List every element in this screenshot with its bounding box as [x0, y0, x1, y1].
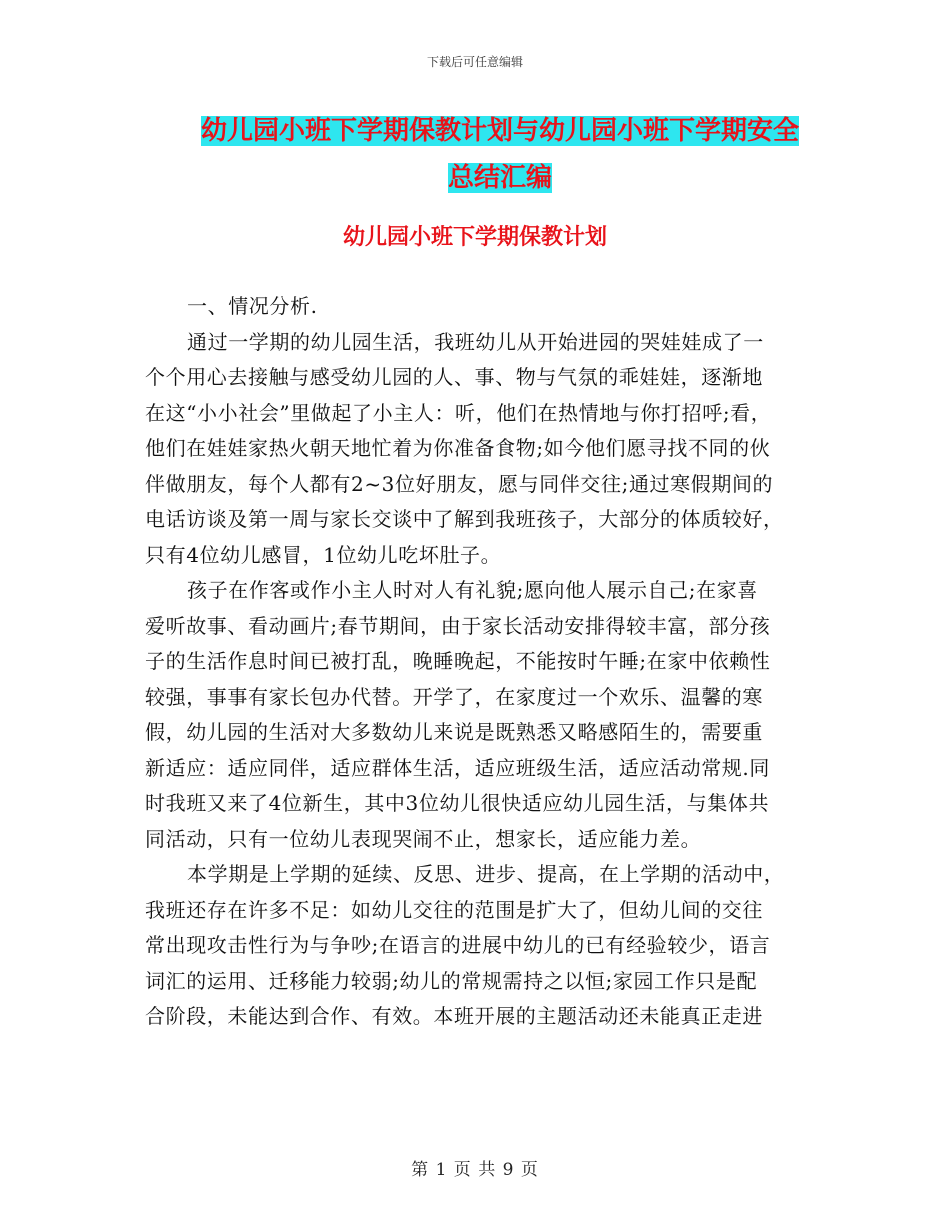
paragraph-line: 新适应：适应同伴，适应群体生活，适应班级生活，适应活动常规.同: [145, 755, 770, 780]
paragraph-line: 爱听故事、看动画片;春节期间，由于家长活动安排得较丰富，部分孩: [145, 613, 771, 638]
paragraph-line: 在这“小小社会”里做起了小主人：听，他们在热情地与你打招呼;看，: [145, 400, 772, 425]
paragraph-line: 合阶段，未能达到合作、有效。本班开展的主题活动还未能真正走进: [145, 1004, 763, 1028]
paragraph-line: 常出现攻击性行为与争吵;在语言的进展中幼儿的已有经验较少，语言: [145, 933, 771, 957]
paragraph-line: 词汇的运用、迁移能力较弱;幼儿的常规需持之以恒;家园工作只是配: [145, 968, 758, 993]
paragraph-line: 个个用心去接触与感受幼儿园的人、事、物与气氛的乖娃娃，逐渐地: [145, 365, 763, 389]
paragraph-line: 我班还存在许多不足：如幼儿交往的范围是扩大了，但幼儿间的交往: [145, 897, 763, 922]
document-title-line-1: 幼儿园小班下学期保教计划与幼儿园小班下学期安全: [200, 116, 799, 146]
paragraph-line: 他们在娃娃家热火朝天地忙着为你准备食物;如今他们愿寻找不同的伙: [145, 436, 771, 460]
paragraph-line: 电话访谈及第一周与家长交谈中了解到我班孩子，大部分的体质较好，: [145, 507, 784, 531]
paragraph-line: 孩子在作客或作小主人时对人有礼貌;愿向他人展示自己;在家喜: [187, 578, 758, 602]
paragraph-line: 通过一学期的幼儿园生活，我班幼儿从开始进园的哭娃娃成了一: [187, 329, 764, 354]
document-title: [190, 108, 810, 202]
paragraph-line: 假，幼儿园的生活对大多数幼儿来说是既熟悉又略感陌生的，需要重: [145, 720, 763, 744]
paragraph-line: 只有4位幼儿感冒，1位幼儿吃坏肚子。: [145, 542, 502, 567]
page-header-note: 下载后可任意编辑: [426, 55, 523, 69]
paragraph-line: 同活动，只有一位幼儿表现哭闹不止，想家长，适应能力差。: [145, 826, 702, 851]
paragraph-line: 一、情况分析.: [187, 294, 318, 318]
page-number-footer: 第 1 页 共 9 页: [411, 1160, 539, 1180]
section-title: 幼儿园小班下学期保教计划: [342, 224, 607, 250]
paragraph-line: 时我班又来了4位新生，其中3位幼儿很快适应幼儿园生活，与集体共: [145, 791, 770, 815]
body-text: [145, 289, 805, 1035]
paragraph-line: 子的生活作息时间已被打乱，晚睡晚起，不能按时午睡;在家中依赖性: [145, 649, 771, 673]
document-title-line-2: 总结汇编: [447, 163, 552, 193]
paragraph-line: 本学期是上学期的延续、反思、进步、提高，在上学期的活动中，: [187, 862, 785, 886]
paragraph-line: 伴做朋友，每个人都有2~3位好朋友，愿与同伴交往;通过寒假期间的: [145, 471, 774, 496]
paragraph-line: 较强，事事有家长包办代替。开学了，在家度过一个欢乐、温馨的寒: [145, 684, 763, 709]
